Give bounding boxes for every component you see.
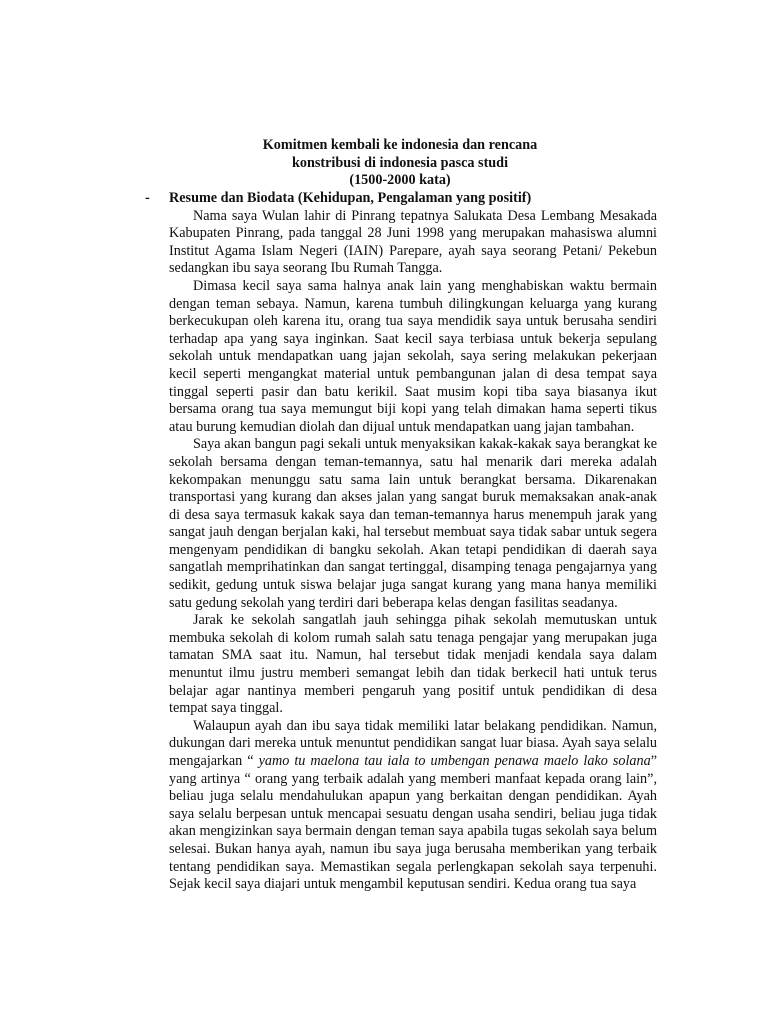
title-line-2: konstribusi di indonesia pasca studi <box>291 154 509 171</box>
bullet-dash: - <box>145 190 150 206</box>
paragraph-5 <box>169 718 657 894</box>
document-title <box>110 137 690 190</box>
section-heading <box>145 190 665 208</box>
section-body <box>169 208 657 894</box>
section-resume <box>145 190 665 894</box>
paragraph-1: Nama saya Wulan lahir di Pinrang tepatnya Salukata Desa Lembang Mesakada Kabupaten Pinrang, pada tanggal 28 Juni 1998 yang merupakan mahasiswa alumni Institut Agama Islam Negeri (IAIN) Parepare, ayah saya seorang Petani/ Pekebun sedangkan ibu saya seorang Ibu Rumah Tangga. <box>169 207 657 277</box>
title-line-3: (1500-2000 kata) <box>349 172 451 189</box>
title-line-1: Komitmen kembali ke indonesia dan rencana <box>262 137 538 153</box>
paragraph-2: Dimasa kecil saya sama halnya anak lain yang menghabiskan waktu bermain dengan teman sebaya. Namun, karena tumbuh dilingkungan keluarga yang kurang berkecukupan oleh karena itu, orang tua saya mendidik saya untuk berusaha sendiri terhadap apa yang saya inginkan. Saat kecil saya terbiasa untuk bekerja sepulang sekolah untuk mendapatkan uang jajan sekolah, saya sering melakukan pekerjaan kecil seperti mengangkat material untuk pembangunan jalan di desa tempat saya tinggal seperti pasir dan batu kerikil. Saat musim kopi tiba saya biasanya ikut bersama orang tua saya memungut biji kopi yang telah dimakan hama seperti tikus atau burung kemudian diolah dan dijual untuk mendapatkan uang jajan tambahan. <box>169 277 657 435</box>
paragraph-4: Jarak ke sekolah sangatlah jauh sehingga pihak sekolah memutuskan untuk membuka sekolah di kolom rumah salah satu tenaga pengajar yang merupakan juga tamatan SMA saat itu. Namun, hal tersebut tidak menjadi kendala saya dalam menuntut ilmu justru memberi semangat lebih dan tidak berkecil hati untuk terus belajar agar nantinya memberi pengaruh yang positif untuk pendidikan di desa tempat saya tinggal. <box>169 612 657 717</box>
paragraph-3: Saya akan bangun pagi sekali untuk menyaksikan kakak-kakak saya berangkat ke sekolah bersama dengan teman-temannya, satu hal menarik dari mereka adalah kekompakan menunggu satu sama lain untuk berangkat bersama. Dikarenakan transportasi yang kurang dan akses jalan yang sangat buruk memaksakan anak-anak di desa saya termasuk kakak saya dan teman-temannya harus menempuh jarak yang sangat jauh dengan berjalan kaki, hal tersebut membuat saya tidak sabar untuk segera mengenyam pendidikan di bangku sekolah. Akan tetapi pendidikan di daerah saya sangatlah memprihatinkan dan sangat tertinggal, disamping tenaga pengajarnya yang sedikit, gedung untuk siswa belajar juga sangat kurang yang mana hanya memiliki satu gedung sekolah yang terdiri dari beberapa kelas dengan fasilitas seadanya. <box>169 436 657 611</box>
paragraph-5-part-b: ” yang artinya “ orang yang terbaik adalah yang memberi manfaat kepada orang lain”, beliau juga selalu mendahulukan apapun yang berkaitan dengan pendidikan. Ayah saya selalu berpesan untuk mencapai sesuatu dengan usaha sendiri, beliau juga tidak akan mengizinkan saya bermain dengan teman saya apabila tugas sekolah saya belum selesai. Bukan hanya ayah, namun ibu saya juga berusaha memberikan yang terbaik tentang pendidikan saya. Memastikan segala perlengkapan sekolah saya terpenuhi. Sejak kecil saya diajari untuk mengambil keputusan sendiri. Kedua orang tua saya <box>169 753 657 893</box>
section-heading-text: Resume dan Biodata (Kehidupan, Pengalaman yang positif) <box>169 190 532 206</box>
paragraph-5-part-a: Walaupun ayah dan ibu saya tidak memiliki latar belakang pendidikan. Namun, dukungan dari mereka untuk menuntut pendidikan sangat luar biasa. Ayah saya selalu mengajarkan “ <box>169 717 657 769</box>
paragraph-5-quote: yamo tu maelona tau iala to umbengan penawa maelo lako solana <box>258 753 651 769</box>
